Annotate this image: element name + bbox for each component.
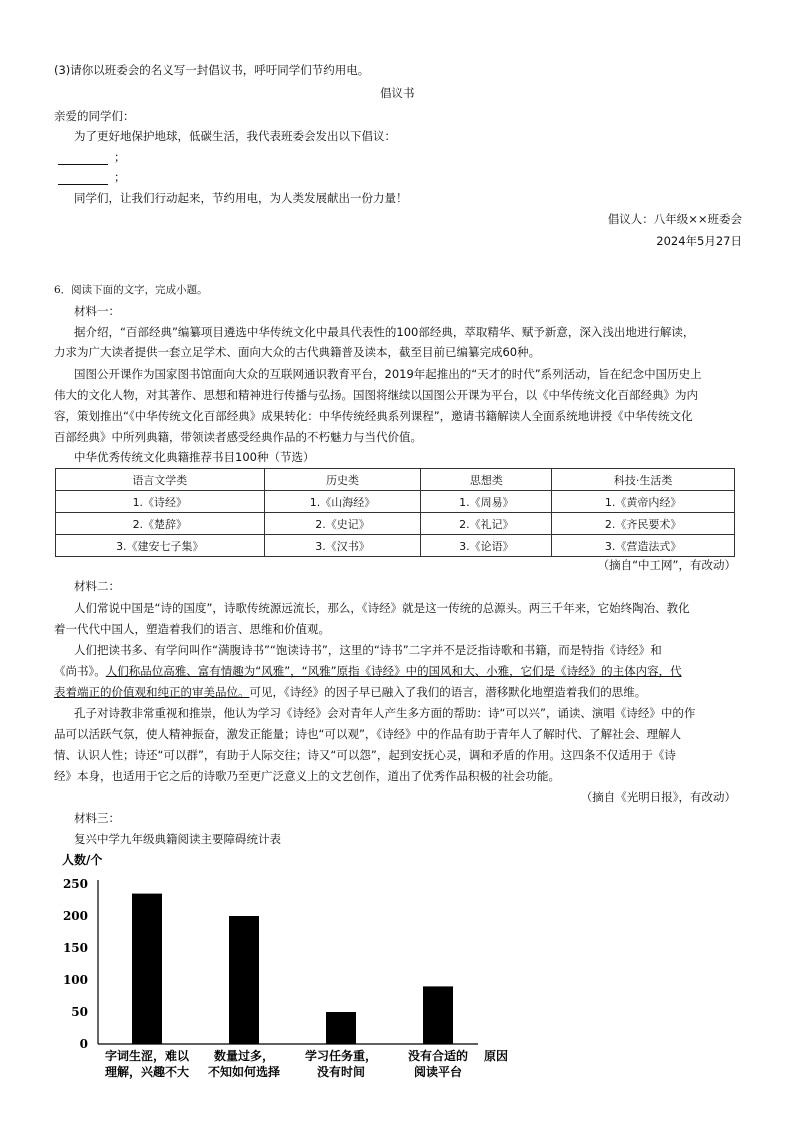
blank-line-2[interactable]: ； bbox=[58, 169, 126, 185]
table-cell: 1.《黄帝内经》 bbox=[552, 491, 735, 513]
x-category-label: 数量过多， bbox=[213, 1049, 275, 1063]
y-tick-label: 200 bbox=[62, 909, 88, 923]
table-row bbox=[56, 491, 735, 513]
letter-salutation: 亲爱的同学们： bbox=[54, 109, 135, 123]
y-tick-label: 100 bbox=[62, 973, 88, 987]
m1-p2-line-d: 百部经典》中所列典籍，带领读者感受经典作品的不朽魅力与当代价值。 bbox=[54, 430, 422, 444]
chart-bar bbox=[132, 894, 162, 1044]
m2-p2-c-plain: 可见，《诗经》的因子早已融入了我们的语言，潜移默化地塑造着我们的思维。 bbox=[249, 685, 647, 699]
m2-p2-line-a: 人们把读书多、有学问叫作“满腹诗书”“饱读诗书”，这里的“诗书”二字并不是泛指诗歌和书籍，而是特指《诗经》和 bbox=[74, 643, 662, 657]
m1-p2-line-a: 国图公开课作为国家图书馆面向大众的互联网通识教育平台，2019年起推出的“天才的时代”系列活动，旨在纪念中国历史上 bbox=[74, 367, 702, 381]
x-category-label: 字词生涩，难以 bbox=[104, 1049, 190, 1063]
m1-p1-line-b: 力求为广大读者提供一套立足学术、面向大众的古代典籍普及读本，截至目前已编纂完成60种。 bbox=[54, 345, 541, 359]
x-category-label: 没有合适的 bbox=[407, 1049, 469, 1063]
letter-prompt: (3)请你以班委会的名义写一封倡议书，呼吁同学们节约用电。 bbox=[54, 63, 370, 77]
question-header: 6．阅读下面的文字，完成小题。 bbox=[54, 284, 208, 296]
x-category-label: 阅读平台 bbox=[413, 1065, 463, 1079]
x-category-label: 学习任务重， bbox=[304, 1049, 378, 1063]
letter-closing: 同学们，让我们行动起来，节约用电，为人类发展献出一份力量！ bbox=[74, 191, 408, 205]
table-cell: 2.《楚辞》 bbox=[56, 513, 265, 535]
table-caption: 中华优秀传统文化典籍推荐书目100种（节选） bbox=[74, 450, 315, 464]
table-cell: 3.《建安七子集》 bbox=[56, 535, 265, 557]
source-2: （摘自《光明日报》，有改动） bbox=[580, 790, 736, 804]
m2-p3-line-b: 品可以活跃气氛，使人精神振奋，激发正能量；诗也“可以观”，《诗经》中的作品有助于青年人了解时代、了解社会、理解人 bbox=[54, 727, 682, 741]
x-category-label: 没有时间 bbox=[316, 1065, 366, 1079]
table-cell: 1.《诗经》 bbox=[56, 491, 265, 513]
table-cell: 2.《礼记》 bbox=[421, 513, 552, 535]
m2-p3-line-c: 情、认识人性；诗还“可以群”，有助于人际交往；诗又“可以怨”，起到安抚心灵，调和矛盾的作用。这四条不仅适用于《诗 bbox=[54, 748, 676, 762]
m2-p2-line-c bbox=[54, 684, 646, 700]
letter-date: 2024年5月27日 bbox=[656, 234, 742, 248]
chart-bar bbox=[229, 916, 259, 1044]
source-1: （摘自“中工网”，有改动） bbox=[597, 558, 736, 572]
table-cell: 1.《周易》 bbox=[421, 491, 552, 513]
table-cell: 3.《汉书》 bbox=[264, 535, 421, 557]
table-row bbox=[56, 513, 735, 535]
m2-p2-line-b bbox=[54, 663, 682, 679]
m2-p3-line-a: 孔子对诗教非常重视和推崇，他认为学习《诗经》会对青年人产生多方面的帮助：诗“可以兴”，诵读、演唱《诗经》中的作 bbox=[74, 706, 696, 720]
table-cell: 1.《山海经》 bbox=[264, 491, 421, 513]
m2-p3-line-d: 经》本身，也适用于它之后的诗歌乃至更广泛意义上的文艺创作，道出了优秀作品积极的社会功能。 bbox=[54, 769, 560, 783]
letter-title: 倡议书 bbox=[380, 86, 415, 100]
table-header-row bbox=[56, 469, 735, 491]
y-tick-label: 250 bbox=[62, 877, 88, 891]
material-3-label: 材料三： bbox=[74, 811, 120, 825]
material-2-label: 材料二： bbox=[74, 579, 120, 593]
bar-chart bbox=[0, 850, 794, 1110]
table-header-cell: 思想类 bbox=[421, 469, 552, 491]
letter-intro: 为了更好地保护地球，低碳生活，我代表班委会发出以下倡议： bbox=[74, 129, 396, 143]
chart-bar bbox=[423, 986, 453, 1044]
material-1-label: 材料一： bbox=[74, 304, 120, 318]
m2-p1-line-b: 着一代代中国人，塑造着我们的语言、思维和价值观。 bbox=[54, 622, 330, 636]
x-axis-label: 原因 bbox=[484, 1049, 509, 1063]
table-cell: 3.《论语》 bbox=[421, 535, 552, 557]
underlined-sentence: 人们称品位高雅、富有情趣为“风雅”，“风雅”原指《诗经》中的国风和大、小雅，它们是《诗经》的主体内容，代 bbox=[105, 664, 682, 678]
y-tick-label: 150 bbox=[62, 941, 88, 955]
chart-bar bbox=[326, 1012, 356, 1044]
underlined-sentence-end: 表着端正的价值观和纯正的审美品位。 bbox=[54, 685, 250, 699]
y-tick-label: 50 bbox=[71, 1005, 88, 1019]
table-row bbox=[56, 535, 735, 557]
chart-title: 复兴中学九年级典籍阅读主要障碍统计表 bbox=[74, 832, 281, 846]
table-header-cell: 科技·生活类 bbox=[552, 469, 735, 491]
m2-p1-line-a: 人们常说中国是“诗的国度”，诗歌传统源远流长，那么，《诗经》就是这一传统的总源头。两三千年来，它始终陶冶、教化 bbox=[74, 601, 690, 615]
y-axis-label: 人数/个 bbox=[62, 853, 103, 867]
letter-signer: 倡议人：八年级××班委会 bbox=[607, 212, 742, 226]
blank-line-1[interactable]: ； bbox=[58, 149, 126, 165]
table-header-cell: 历史类 bbox=[264, 469, 421, 491]
table-cell: 3.《营造法式》 bbox=[552, 535, 735, 557]
m1-p2-line-c: 容，策划推出“《中华传统文化百部经典》成果转化：中华传统经典系列课程”，邀请书籍解读人全面系统地讲授《中华传统文化 bbox=[54, 409, 693, 423]
table-cell: 2.《史记》 bbox=[264, 513, 421, 535]
table-cell: 2.《齐民要术》 bbox=[552, 513, 735, 535]
m1-p2-line-b: 伟大的文化人物，对其著作、思想和精神进行传播与弘扬。国图将继续以国图公开课为平台，以《中华传统文化百部经典》为内 bbox=[54, 388, 698, 402]
table-header-cell: 语言文学类 bbox=[56, 469, 265, 491]
x-category-label: 不知如何选择 bbox=[207, 1065, 281, 1079]
y-tick-label: 0 bbox=[79, 1037, 88, 1051]
book-table bbox=[55, 468, 735, 557]
x-category-label: 理解，兴趣不大 bbox=[104, 1065, 190, 1079]
m1-p1-line-a: 据介绍，“百部经典”编纂项目遴选中华传统文化中最具代表性的100部经典，萃取精华、赋予新意，深入浅出地进行解读， bbox=[74, 325, 695, 339]
m2-p2-b-plain: 《尚书》。 bbox=[54, 664, 106, 678]
